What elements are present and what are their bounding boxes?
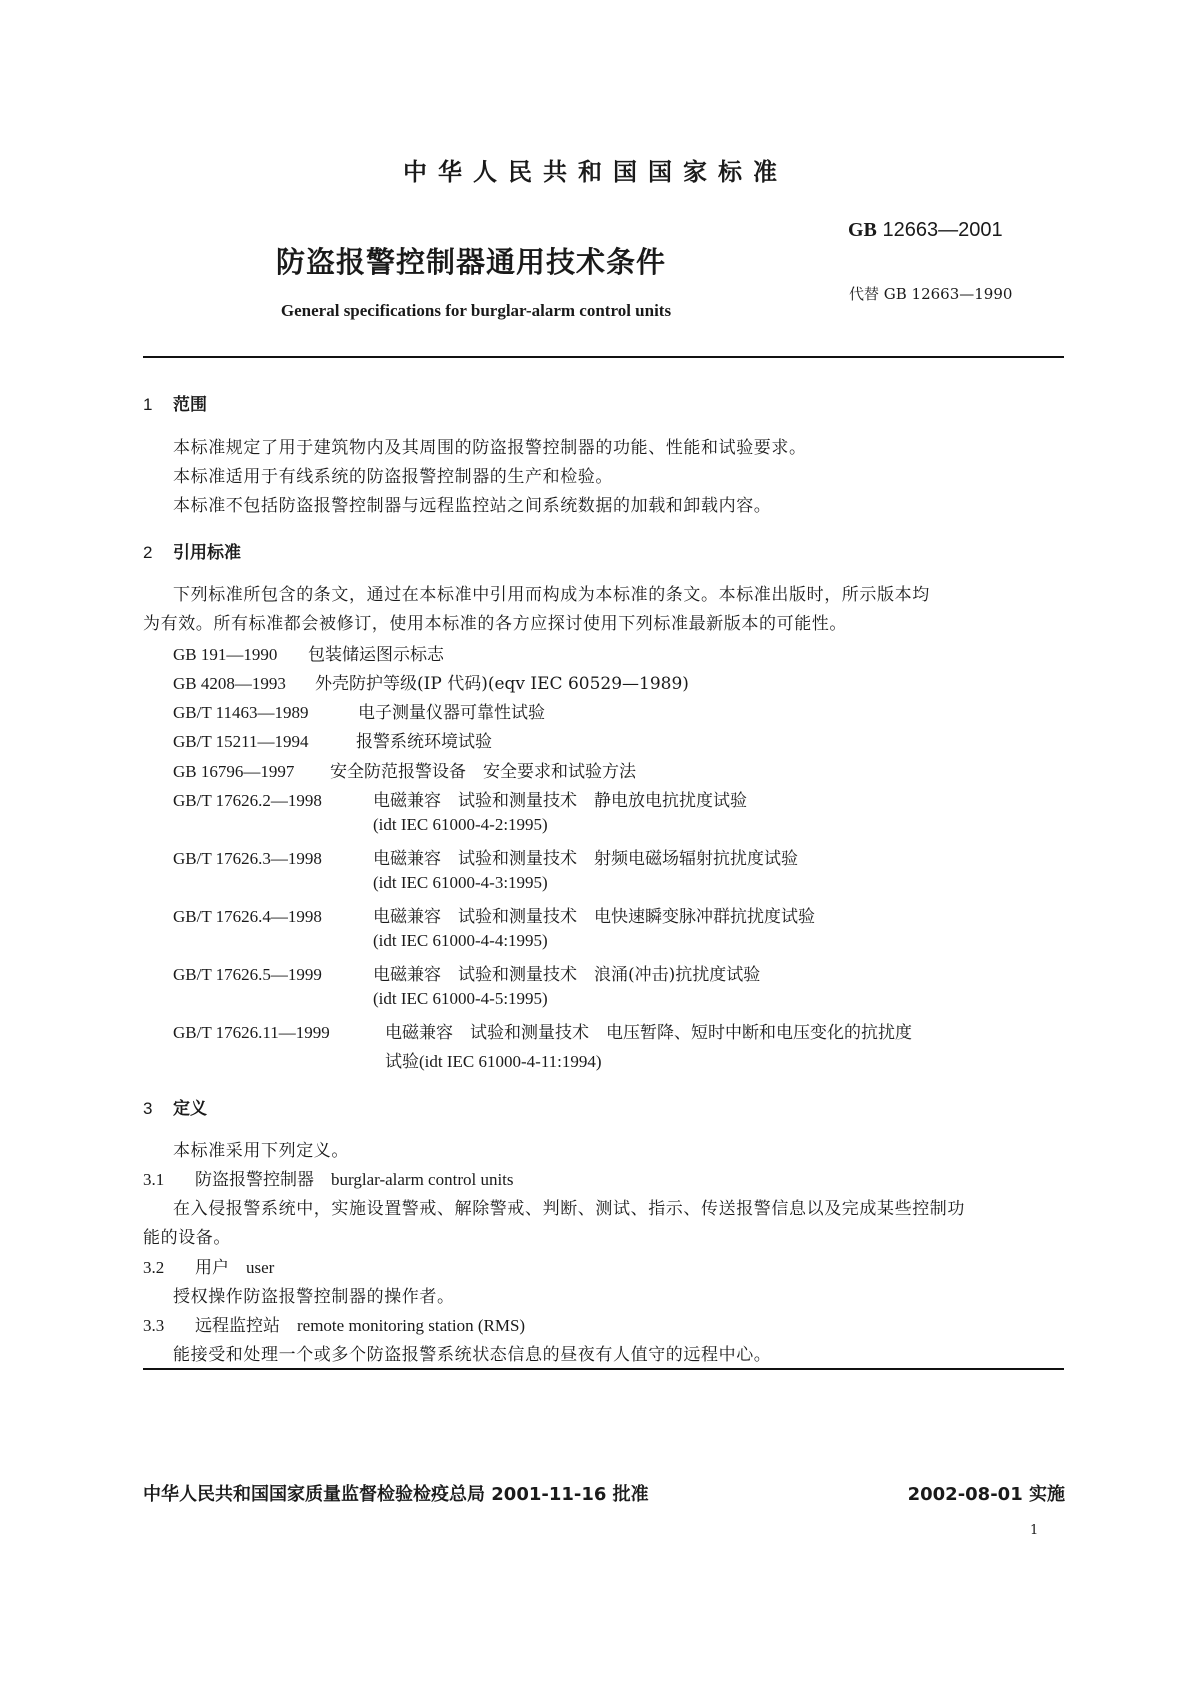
page-number: 1 (1030, 1523, 1039, 1538)
reference-item (173, 640, 444, 665)
definition-term: 用户 (195, 1258, 229, 1278)
section-2-heading (143, 538, 241, 563)
definition-term: 远程监控站 (195, 1316, 280, 1336)
reference-item (173, 786, 747, 811)
definition-number: 3.2 (143, 1258, 165, 1277)
definition-number: 3.3 (143, 1316, 165, 1335)
reference-title: 外壳防护等级(IP 代码)(eqv IEC 60529—1989) (315, 674, 689, 694)
section-number: 1 (143, 395, 153, 414)
paragraph: 本标准采用下列定义。 (173, 1141, 349, 1161)
reference-code: GB/T 17626.11—1999 (173, 1023, 330, 1042)
reference-code: GB 191—1990 (173, 645, 278, 664)
reference-title: 电磁兼容 试验和测量技术 电快速瞬变脉冲群抗扰度试验 (373, 907, 815, 927)
definition-text: 能接受和处理一个或多个防盗报警系统状态信息的昼夜有人值守的远程中心。 (173, 1345, 772, 1365)
reference-continuation: 试验(idt IEC 61000-4-11:1994) (385, 1052, 602, 1071)
reference-item (173, 902, 815, 927)
paragraph: 本标准规定了用于建筑物内及其周围的防盗报警控制器的功能、性能和试验要求。 (173, 438, 807, 458)
reference-code: GB/T 15211—1994 (173, 732, 309, 751)
standard-code (848, 219, 1003, 242)
reference-item (173, 757, 636, 782)
section-title: 引用标准 (173, 543, 241, 563)
reference-item (173, 669, 689, 694)
national-standard-heading: 中华人民共和国国家标准 (403, 158, 788, 186)
definition-text: 在入侵报警系统中，实施设置警戒、解除警戒、判断、测试、指示、传送报警信息以及完成某些控制功 (173, 1199, 965, 1219)
footer-divider (143, 1368, 1064, 1370)
reference-code: GB/T 17626.5—1999 (173, 965, 322, 984)
section-number: 2 (143, 543, 153, 562)
reference-title: 电磁兼容 试验和测量技术 电压暂降、短时中断和电压变化的抗扰度 (385, 1023, 912, 1043)
reference-code: GB/T 17626.2—1998 (173, 791, 322, 810)
reference-code: GB 16796—1997 (173, 762, 295, 781)
section-3-heading (143, 1094, 207, 1119)
reference-item (173, 698, 545, 723)
reference-code: GB 4208—1993 (173, 674, 286, 693)
reference-code: GB/T 11463—1989 (173, 703, 309, 722)
definition-3-2 (143, 1253, 274, 1278)
document-title: 防盗报警控制器通用技术条件 (276, 245, 667, 279)
definition-term-en: burglar-alarm control units (331, 1170, 514, 1189)
standard-code-number: 12663—2001 (882, 219, 1003, 241)
definition-3-3 (143, 1311, 525, 1336)
english-title: General specifications for burglar-alarm control units (280, 301, 672, 320)
approval-line: 中华人民共和国国家质量监督检验检疫总局 2001-11-16 批准 (143, 1484, 649, 1505)
reference-continuation: (idt IEC 61000-4-3:1995) (373, 873, 548, 892)
definition-3-1 (143, 1165, 514, 1190)
section-title: 定义 (173, 1099, 207, 1119)
definition-term: 防盗报警控制器 (195, 1170, 314, 1190)
paragraph: 为有效。所有标准都会被修订，使用本标准的各方应探讨使用下列标准最新版本的可能性。 (143, 614, 847, 634)
reference-item (173, 960, 760, 985)
paragraph: 本标准不包括防盗报警控制器与远程监控站之间系统数据的加载和卸载内容。 (173, 496, 772, 516)
reference-item (173, 844, 798, 869)
reference-title: 电磁兼容 试验和测量技术 静电放电抗扰度试验 (373, 791, 747, 811)
definition-term-en: remote monitoring station (RMS) (297, 1316, 526, 1335)
paragraph: 本标准适用于有线系统的防盗报警控制器的生产和检验。 (173, 467, 613, 487)
reference-title: 电磁兼容 试验和测量技术 浪涌(冲击)抗扰度试验 (373, 965, 761, 985)
reference-continuation: (idt IEC 61000-4-2:1995) (373, 815, 548, 834)
reference-code: GB/T 17626.3—1998 (173, 849, 322, 868)
reference-title: 安全防范报警设备 安全要求和试验方法 (330, 762, 636, 782)
reference-item (173, 1018, 912, 1043)
definition-text: 能的设备。 (143, 1228, 231, 1248)
header-divider (143, 356, 1064, 358)
definition-number: 3.1 (143, 1170, 165, 1189)
paragraph: 下列标准所包含的条文，通过在本标准中引用而构成为本标准的条文。本标准出版时，所示版本均 (173, 585, 930, 605)
definition-text: 授权操作防盗报警控制器的操作者。 (173, 1287, 455, 1307)
reference-title: 电磁兼容 试验和测量技术 射频电磁场辐射抗扰度试验 (373, 849, 798, 869)
definition-term-en: user (246, 1258, 275, 1277)
reference-title: 报警系统环境试验 (356, 732, 492, 752)
reference-title: 包装储运图示标志 (308, 645, 444, 665)
section-title: 范围 (173, 395, 207, 415)
section-1-heading (143, 390, 207, 415)
reference-title: 电子测量仪器可靠性试验 (358, 703, 545, 723)
replaces-note: 代替 GB 12663—1990 (849, 285, 1013, 303)
section-number: 3 (143, 1099, 153, 1118)
standard-code-prefix: GB (848, 219, 877, 241)
reference-item (173, 727, 492, 752)
effective-date: 2002-08-01 实施 (907, 1484, 1065, 1505)
reference-continuation: (idt IEC 61000-4-4:1995) (373, 931, 548, 950)
reference-code: GB/T 17626.4—1998 (173, 907, 322, 926)
reference-continuation: (idt IEC 61000-4-5:1995) (373, 989, 548, 1008)
